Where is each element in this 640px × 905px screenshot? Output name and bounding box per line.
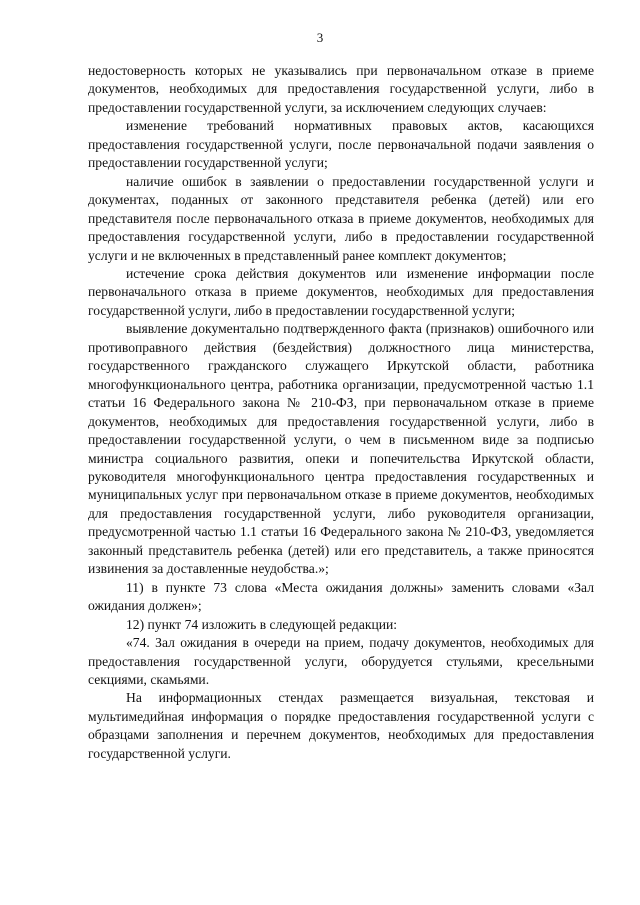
paragraph: выявление документально подтвержденного факта (признаков) ошибочного или противоправного действия (бездействия) должностного лица министерства, государственного гражданского служащего Иркутской области, работника многофункционального центра, работника организации, предусмотренной частью 1.1 статьи 16 Федерального закона № 210-ФЗ, при первоначальном отказе в приеме документов, необходимых для предоставления государственной услуги, либо в предоставлении государственной услуги, о чем в письменном виде за подписью министра социального развития, опеки и попечительства Иркутской области, руководителя многофункционального центра предоставления государственных и муниципальных услуг при первоначальном отказе в приеме документов, необходимых для предоставления государственной услуги, либо руководителя организации, предусмотренной частью 1.1 статьи 16 Федерального закона № 210-ФЗ, уведомляется законный представитель ребенка (детей) или его представитель, а также приносятся извинения за доставленные неудобства.»; xyxy=(88,321,594,577)
paragraph: 11) в пункте 73 слова «Места ожидания должны» заменить словами «Зал ожидания должен»; xyxy=(88,579,594,614)
paragraph: изменение требований нормативных правовых актов, касающихся предоставления государственной услуги, после первоначальной подачи заявления о предоставлении государственной услуги; xyxy=(88,118,594,171)
paragraph: 12) пункт 74 изложить в следующей редакции: xyxy=(126,616,398,632)
paragraph: недостоверность которых не указывались при первоначальном отказе в приеме документов, необходимых для предоставления государственной услуги, либо в предоставлении государственной услуги, за исключением следующих случаев: xyxy=(88,63,594,115)
document-body xyxy=(88,62,594,763)
paragraph: «74. Зал ожидания в очереди на прием, подачу документов, необходимых для предоставления государственной услуги, оборудуется стульями, кресельными секциями, скамьями. xyxy=(88,635,594,687)
page-number: 3 xyxy=(316,30,324,45)
paragraph: истечение срока действия документов или изменение информации после первоначального отказа в приеме документов, необходимых для предоставления государственной услуги, либо в предоставлении государственной услуги; xyxy=(88,265,594,318)
paragraph: наличие ошибок в заявлении о предоставлении государственной услуги и документах, поданных от законного представителя ребенка (детей) или его представителя после первоначального отказа в приеме документов, необходимых для предоставления государственной услуги, либо в предоставлении государственной услуги и не включенных в представленный ранее комплект документов; xyxy=(88,173,594,263)
paragraph: На информационных стендах размещается визуальная, текстовая и мультимедийная информация о порядке предоставления государственной услуги с образцами заполнения и перечнем документов, необходимых для предоставления государственной услуги. xyxy=(88,690,594,761)
